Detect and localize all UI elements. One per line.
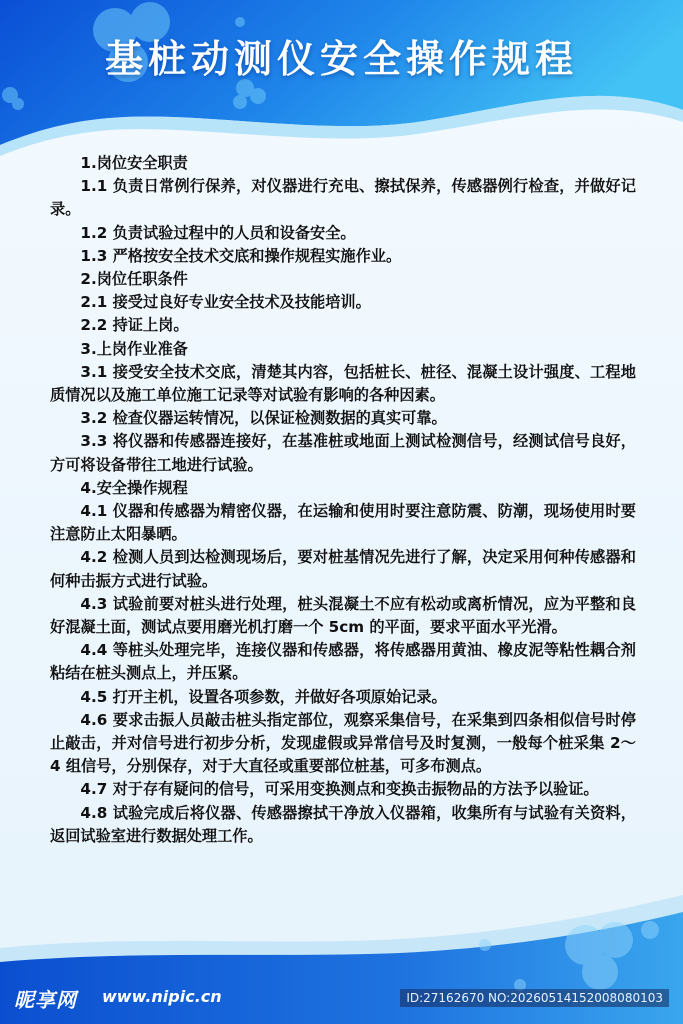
- section-heading: 3.上岗作业准备: [80, 339, 188, 358]
- clause: 4.2 检测人员到达检测现场后，要对桩基情况先进行了解，决定采用何种传感器和何种击振方式进行试验。: [50, 548, 636, 590]
- clause: 4.6 要求击振人员敲击桩头指定部位，观察采集信号，在采集到四条相似信号时停止敲击，并对信号进行初步分析，发现虚假或异常信号及时复测，一般每个桩采集 2～4 组信号，分别保存，对于大直径或重要部位桩基，可多布测点。: [50, 710, 636, 776]
- watermark-logo: 昵享网: [14, 988, 77, 1012]
- clause: 4.4 等桩头处理完毕，连接仪器和传感器，将传感器用黄油、橡皮泥等粘性耦合剂粘结在桩头测点上，并压紧。: [50, 641, 636, 683]
- clause: 4.7 对于存有疑问的信号，可采用变换测点和变换击振物品的方法予以验证。: [80, 780, 599, 799]
- clause: 3.2 检查仪器运转情况，以保证检测数据的真实可靠。: [80, 409, 447, 428]
- image-id-label: ID:27162670 NO:20260514152008080103: [400, 989, 669, 1007]
- clause: 4.5 打开主机，设置各项参数，并做好各项原始记录。: [80, 687, 447, 706]
- clause: 3.3 将仪器和传感器连接好，在基准桩或地面上测试检测信号，经测试信号良好，方可将设备带往工地进行试验。: [50, 432, 636, 474]
- section-heading: 1.岗位安全职责: [80, 154, 188, 172]
- clause: 4.3 试验前要对桩头进行处理，桩头混凝土不应有松动或离析情况，应为平整和良好混凝土面，测试点要用磨光机打磨一个 5cm 的平面，要求平面水平光滑。: [50, 594, 636, 637]
- clause: 1.2 负责试验过程中的人员和设备安全。: [80, 223, 356, 242]
- clause: 4.1 仪器和传感器为精密仪器，在运输和使用时要注意防震、防潮，现场使用时要注意防止太阳暴晒。: [50, 502, 636, 544]
- regulation-text: [50, 152, 636, 848]
- clause: 1.3 严格按安全技术交底和操作规程实施作业。: [80, 246, 402, 265]
- section-heading: 2.岗位任职条件: [80, 270, 188, 289]
- section-heading: 4.安全操作规程: [80, 478, 188, 497]
- page-title: 基桩动测仪安全操作规程: [104, 37, 578, 81]
- watermark-url: www.nipic.cn: [102, 987, 222, 1006]
- clause: 1.1 负责日常例行保养，对仪器进行充电、擦拭保养，传感器例行检查，并做好记录。: [50, 177, 636, 219]
- clause: 3.1 接受安全技术交底，清楚其内容，包括桩长、桩径、混凝土设计强度、工程地质情况以及施工单位施工记录等对试验有影响的各种因素。: [50, 362, 636, 405]
- clause: 2.2 持证上岗。: [80, 316, 189, 335]
- clause: 4.8 试验完成后将仪器、传感器擦拭干净放入仪器箱，收集所有与试验有关资料，返回试验室进行数据处理工作。: [50, 803, 636, 845]
- clause: 2.1 接受过良好专业安全技术及技能培训。: [80, 293, 371, 312]
